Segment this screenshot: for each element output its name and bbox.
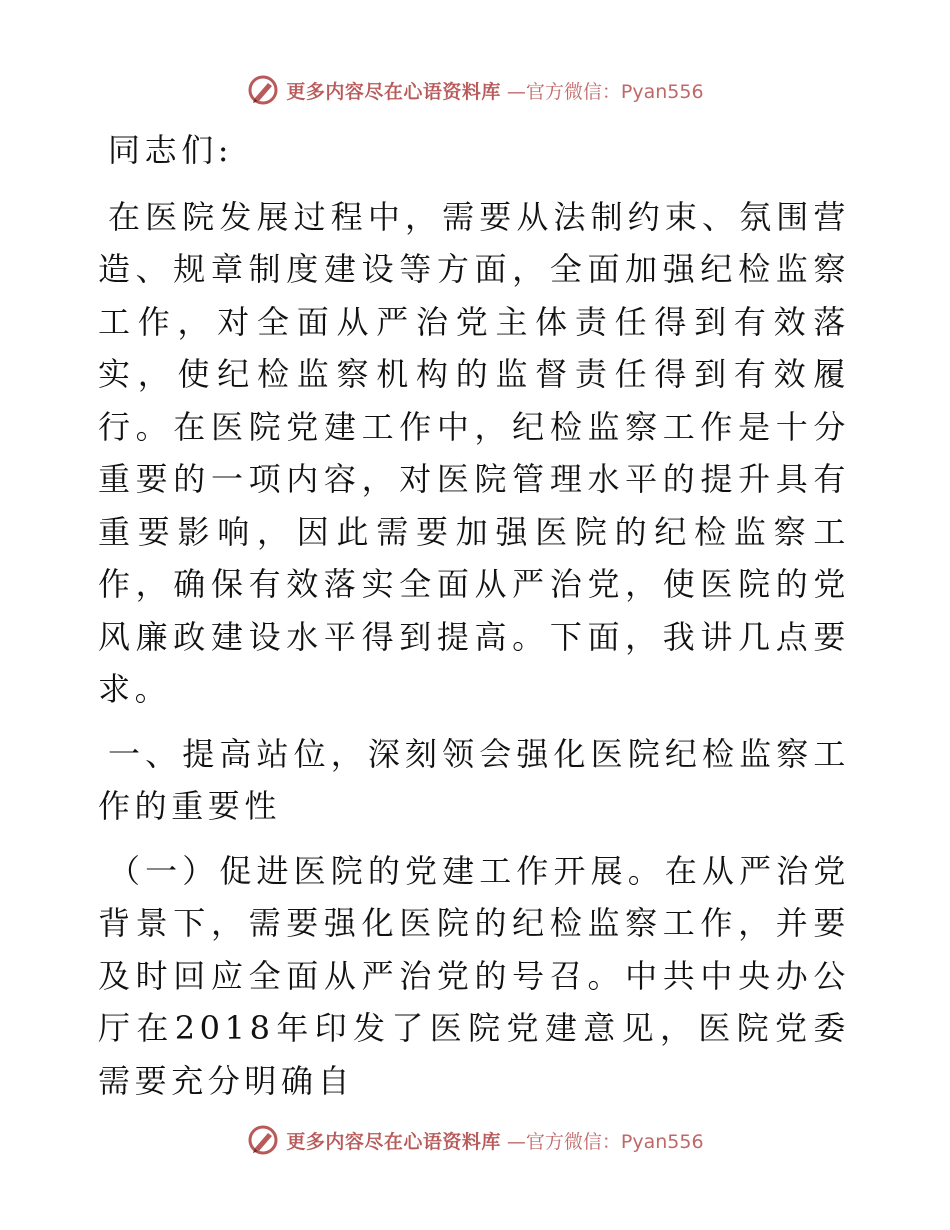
section-heading: 一、提高站位，深刻领会强化医院纪检监察工作的重要性 [98,734,850,825]
watermark-footer [0,1120,950,1160]
paragraph-intro: 在医院发展过程中，需要从法制约束、氛围营造、规章制度建设等方面，全面加强纪检监察工作，对全面从严治党主体责任得到有效落实，使纪检监察机构的监督责任得到有效履行。在医院党建工作中，纪检监察工作是十分重要的一项内容，对医院管理水平的提升具有重要影响，因此需要加强医院的纪检监察工作，确保有效落实全面从严治党，使医院的党风廉政建设水平得到提高。下面，我讲几点要求。 [98,197,850,708]
watermark-suffix: —官方微信：Pyan556 [506,1130,704,1153]
paragraph-subsection: （一）促进医院的党建工作开展。在从严治党背景下，需要强化医院的纪检监察工作，并要及时回应全面从严治党的号召。中共中央办公厅在2018年印发了医院党建意见，医院党委需要充分明确自 [98,851,850,1100]
document-body [98,124,850,1119]
pen-logo-icon [246,1123,280,1157]
pen-logo-icon [246,73,280,107]
watermark-text: 更多内容尽在心语资料库 [286,80,501,103]
greeting: 同志们: [108,131,234,169]
watermark-text: 更多内容尽在心语资料库 [286,1130,501,1153]
watermark-header [0,70,950,110]
watermark-suffix: —官方微信：Pyan556 [506,80,704,103]
